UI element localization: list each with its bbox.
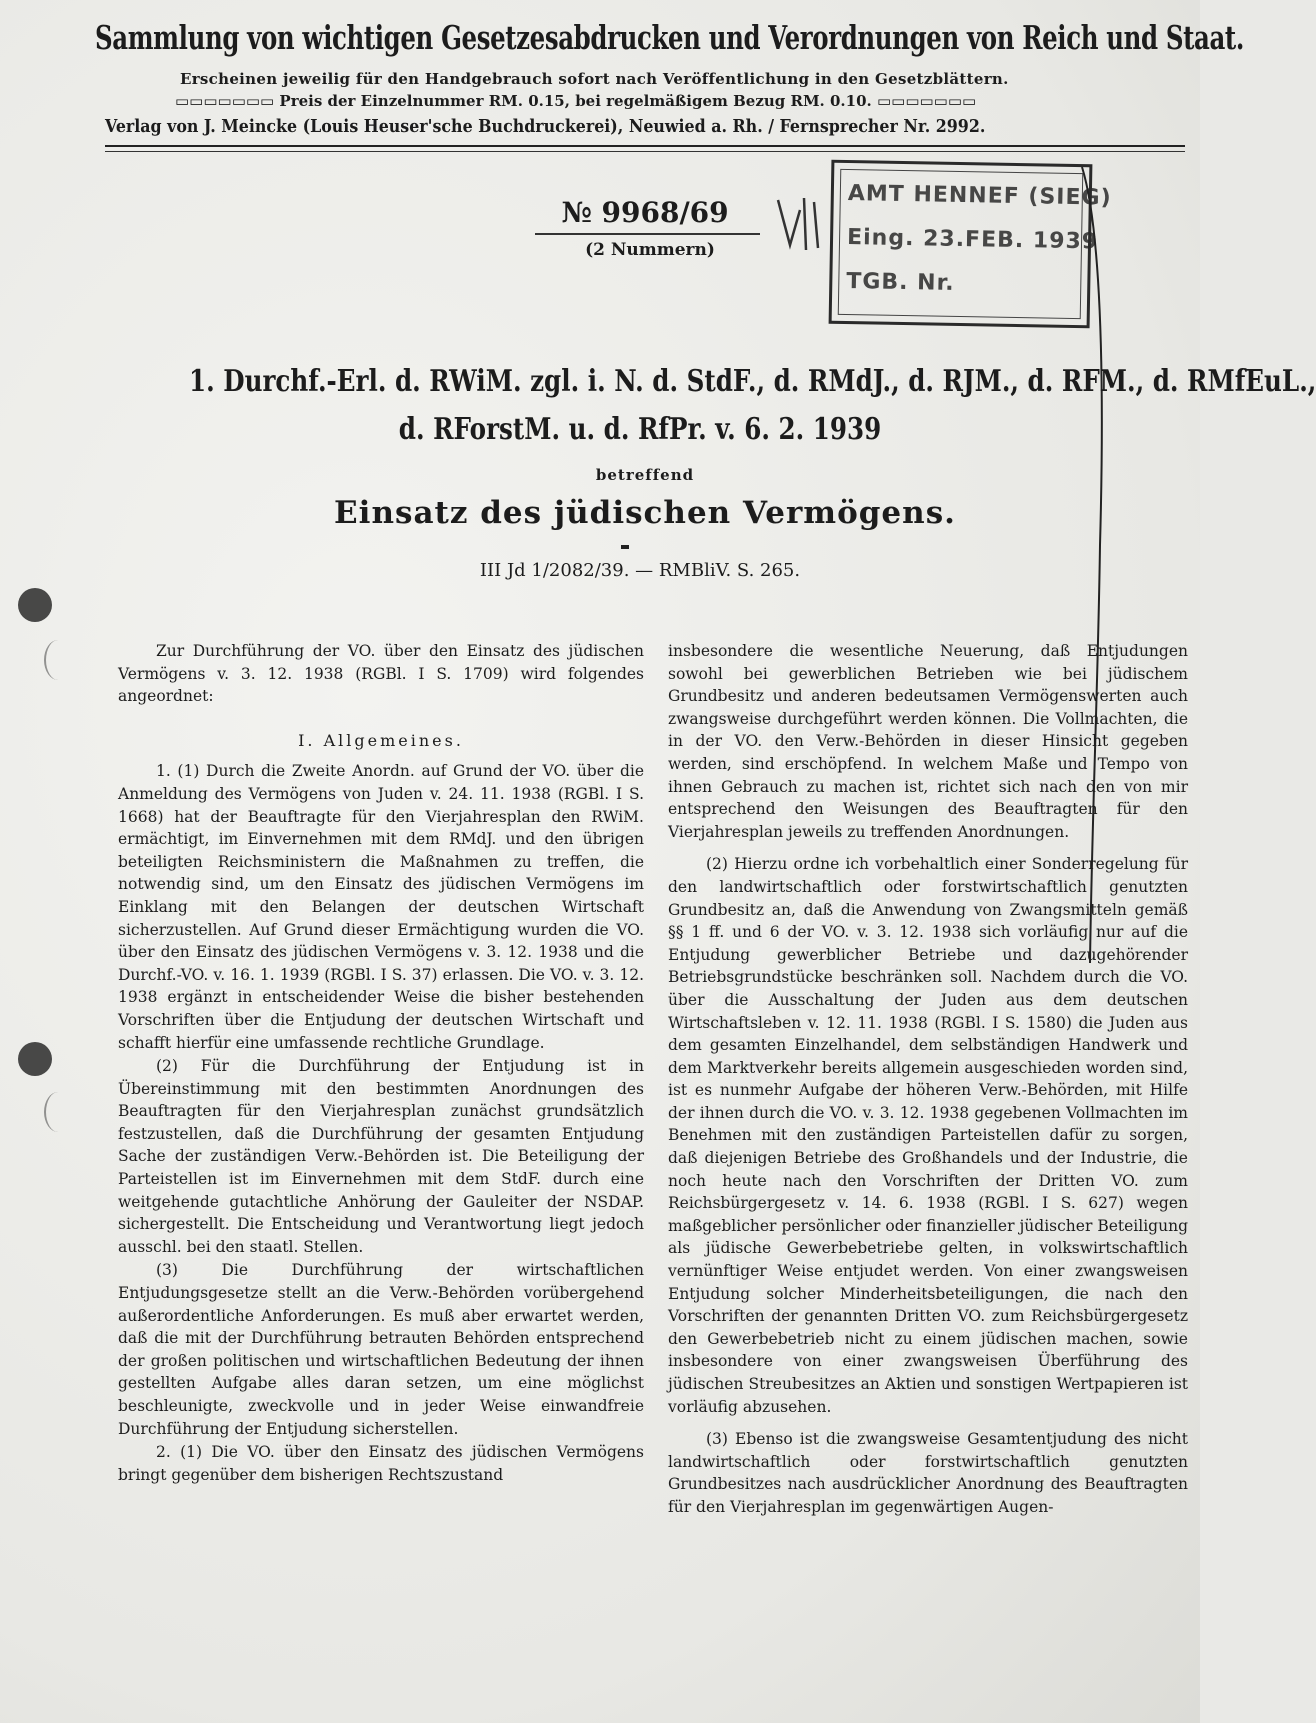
intro-paragraph: Zur Durchführung der VO. über den Einsatz des jüdischen Vermögens v. 3. 12. 1938 (RGBl. I S. 1709) wird folgendes angeordnet: <box>118 642 644 706</box>
paragraph-1-1: 1. (1) Durch die Zweite Anordn. auf Grund der VO. über die Anmeldung des Vermögens von Juden v. 24. 11. 1938 (RGBl. I S. 1668) hat der Beauftragte für den Vierjahresplan den RWiM. ermächtigt, im Einvernehmen mit dem RMdJ. und den übrigen beteiligten Reichsministern die Maßnahmen zu treffen, die notwendig sind, um den Einsatz des jüdischen Vermögens im Einklang mit den Belangen der deutschen Wirtschaft sicherzustellen. Auf Grund dieser Ermächtigung wurden die VO. über den Einsatz des jüdischen Vermögens v. 3. 12. 1938 und die Durchf.-VO. v. 16. 1. 1939 (RGBl. I S. 37) erlassen. Die VO. v. 3. 12. 1938 ergänzt in entscheidender Weise die bisher bestehenden Vorschriften über die Entjudung der deutschen Wirtschaft und schafft hierfür eine umfassende rechtliche Grundlage. <box>118 762 644 1052</box>
paragraph-2-2: (2) Hierzu ordne ich vorbehaltlich einer Sonderregelung für den landwirtschaftlich oder forstwirtschaftlich genutzten Grundbesitz an, daß die Anwendung von Zwangsmitteln gemäß §§ 1 ff. und 6 der VO. v. 3. 12. 1938 sich vorläufig nur auf die Entjudung gewerblicher Betriebe und dazugehörender Betriebsgrundstücke beschränken soll. Nachdem durch die VO. über die Ausschaltung der Juden aus dem deutschen Wirtschaftsleben v. 12. 11. 1938 (RGBl. I S. 1580) die Juden aus dem gesamten Einzelhandel, dem selbständigen Handwerk und dem Marktverkehr bereits allgemein ausgeschieden worden sind, ist es nunmehr Aufgabe der höheren Verw.-Behörden, mit Hilfe der ihnen durch die VO. v. 3. 12. 1938 gegebenen Vollmachten im Benehmen mit den zuständigen Parteistellen dafür zu sorgen, daß diejenigen Betriebe des Großhandels und der Industrie, die noch heute nach den Vorschriften der Dritten VO. zum Reichsbürgergesetz v. 14. 6. 1938 (RGBl. I S. 627) wegen maßgeblicher persönlicher oder finanzieller jüdischer Beteiligung als jüdische Gewerbebetriebe gelten, in volkswirtschaftlich vernünftiger Weise entjudet werden. Von einer zwangsweisen Entjudung solcher Minderheitsbeteiligungen, die nach den Vorschriften der genannten Dritten VO. zum Reichsbürgergesetz den Gewerbebetrieb nicht zu einem jüdischen machen, sowie insbesondere von einer zwangsweisen Überführung des jüdischen Streubesitzes an Aktien und sonstigen Wertpapieren ist vorläufig abzusehen. <box>668 855 1188 1416</box>
handwritten-checkmark-icon <box>770 190 830 260</box>
text-column-right <box>668 640 1188 1520</box>
decree-reference: III Jd 1/2082/39. — RMBliV. S. 265. <box>479 560 801 581</box>
stamp-date: Eing. 23.FEB. 1939 <box>846 225 1099 255</box>
text-column-left <box>118 640 644 1487</box>
masthead-price: ▭▭▭▭▭▭▭ Preis der Einzelnummer RM. 0.15, bei regelmäßigem Bezug RM. 0.10. ▭▭▭▭▭▭▭ <box>175 92 977 110</box>
decree-subject: Einsatz des jüdischen Vermögens. <box>334 495 956 531</box>
decree-title-line1: 1. Durchf.-Erl. d. RWiM. zgl. i. N. d. StdF., d. RMdJ., d. RJM., d. RFM., d. RMfEuL., <box>189 364 1316 399</box>
punch-hole-shadow <box>44 1092 72 1132</box>
paragraph-2-3: (3) Ebenso ist die zwangsweise Gesamtentjudung des nicht landwirtschaftlich oder forstwirtschaftlich genutzten Grundbesitzes nach ausdrücklicher Anordnung des Beauftragten für den Vierjahresplan im gegenwärtigen Augen- <box>668 1430 1188 1516</box>
punch-hole <box>18 588 52 622</box>
punch-hole-shadow <box>44 640 72 680</box>
masthead-rule <box>105 145 1185 147</box>
decree-betreffend: betreffend <box>595 466 695 484</box>
masthead-rule-thin <box>105 151 1185 152</box>
paragraph-1-3: (3) Die Durchführung der wirtschaftlichen Entjudungsgesetze stellt an die Verw.-Behörden vorübergehend außerordentliche Anforderungen. Es muß aber erwartet werden, daß die mit der Durchführung betrauten Behörden entsprechend der großen politischen und wirtschaftlichen Bedeutung der ihnen gestellten Aufgabe alles daran setzen, um eine möglichst beschleunigte, zweckvolle und in jeder Weise einwandfreie Durchführung der Entjudung sicherstellen. <box>118 1261 644 1438</box>
stamp-office: AMT HENNEF (SIEG) <box>847 181 1112 211</box>
issue-count: (2 Nummern) <box>585 240 715 260</box>
punch-hole <box>18 1042 52 1076</box>
masthead-subtitle: Erscheinen jeweilig für den Handgebrauch sofort nach Veröffentlichung in den Gesetzblättern. <box>180 70 1009 88</box>
issue-number: № 9968/69 <box>561 196 729 229</box>
paragraph-1-2: (2) Für die Durchführung der Entjudung ist in Übereinstimmung mit den bestimmten Anordnungen des Beauftragten für den Vierjahresplan zunächst grundsätzlich festzustellen, daß die Durchführung der gesamten Entjudung Sache der zuständigen Verw.-Behörden ist. Die Beteiligung der Parteistellen ist im Einvernehmen mit dem StdF. durch eine weitgehende gutachtliche Anhörung der Gauleiter der NSDAP. sichergestellt. Die Entscheidung und Verantwortung liegt jedoch ausschl. bei den staatl. Stellen. <box>118 1057 644 1256</box>
stamp-register: TGB. Nr. <box>846 269 955 296</box>
section-heading: I. Allgemeines. <box>298 730 464 750</box>
masthead-publisher: Verlag von J. Meincke (Louis Heuser'sche Buchdruckerei), Neuwied a. Rh. / Fernsprecher Nr. 2992. <box>105 116 986 137</box>
masthead-title: Sammlung von wichtigen Gesetzesabdrucken und Verordnungen von Reich und Staat. <box>95 18 1244 57</box>
issue-number-rule <box>535 233 760 235</box>
decree-title-line2: d. RForstM. u. d. RfPr. v. 6. 2. 1939 <box>398 412 882 447</box>
receipt-stamp <box>829 160 1112 329</box>
subject-separator <box>621 545 629 549</box>
paragraph-2-1-continued: insbesondere die wesentliche Neuerung, daß Entjudungen sowohl bei gewerblichen Betrieben wie bei jüdischem Grundbesitz und anderen bedeutsamen Vermögenswerten auch zwangsweise durchgeführt werden können. Die Vollmachten, die in der VO. den Verw.-Behörden in dieser Hinsicht gegeben werden, sind erschöpfend. In welchem Maße und Tempo von ihnen Gebrauch zu machen ist, richtet sich nach den von mir entsprechend den Weisungen des Beauftragten für den Vierjahresplan jeweils zu treffenden Anordnungen. <box>668 642 1188 841</box>
paragraph-2-1-start: 2. (1) Die VO. über den Einsatz des jüdischen Vermögens bringt gegenüber dem bisherigen Rechtszustand <box>118 1443 644 1484</box>
